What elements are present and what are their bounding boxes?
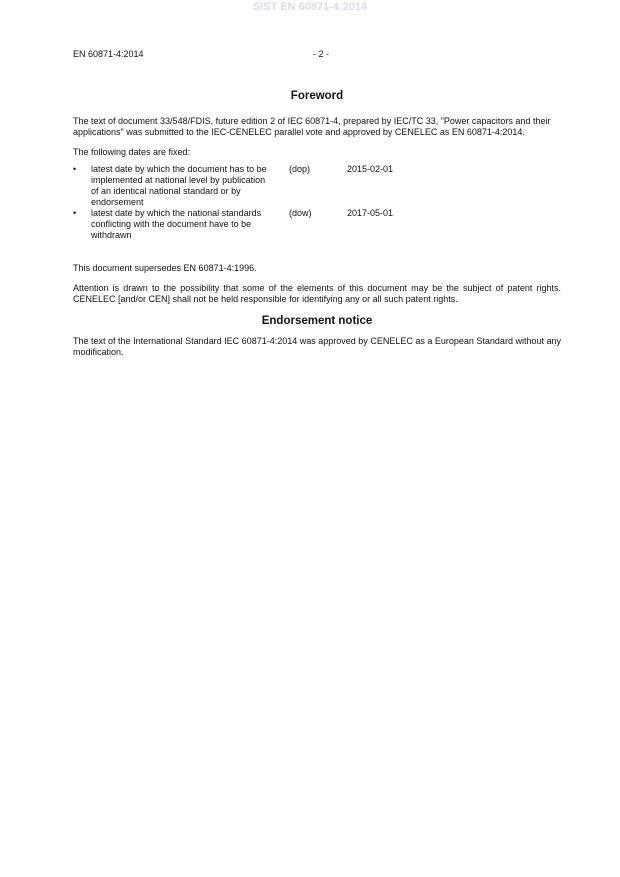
date-abbreviation: (dow) [289,208,312,218]
date-description: latest date by which the document has to be implemented at national level by publication of an identical national standard or by endorsement [91,164,267,207]
endorsement-text: The text of the International Standard IEC 60871-4:2014 was approved by CENELEC as a European Standard without any modification. [73,336,561,357]
supersedes-note: This document supersedes EN 60871-4:1996. [73,263,257,273]
page-number: - 2 - [313,49,330,59]
bullet: • [73,208,77,218]
dates-list [73,164,561,241]
patent-notice: Attention is drawn to the possibility that some of the elements of this document may be the subject of patent rights. CENELEC [and/or CEN] shall not be held responsible for identifying any or all such patent rights. [73,283,561,304]
date-value: 2015-02-01 [347,164,394,174]
spacer [73,241,561,263]
page-content [73,89,561,367]
watermark: SIST EN 60871-4:2014 [252,1,368,13]
endorsement-title: Endorsement notice [261,315,373,327]
date-abbreviation: (dop) [289,164,311,174]
foreword-intro: The text of document 33/548/FDIS, future edition 2 of IEC 60871-4, prepared by IEC/TC 33, "Power capacitors and their applications" was submitted to the IEC-CENELEC parallel vote and approved by CENELEC as EN 60871-4:2014. [73,116,551,137]
date-value: 2017-05-01 [347,208,394,218]
list-item [73,208,561,241]
foreword-title: Foreword [290,90,344,102]
list-item [73,164,561,208]
bullet: • [73,164,77,174]
dates-intro: The following dates are fixed: [73,147,191,157]
date-description: latest date by which the national standards conflicting with the document have to be withdrawn [91,208,262,240]
document-id: EN 60871-4:2014 [73,49,144,59]
